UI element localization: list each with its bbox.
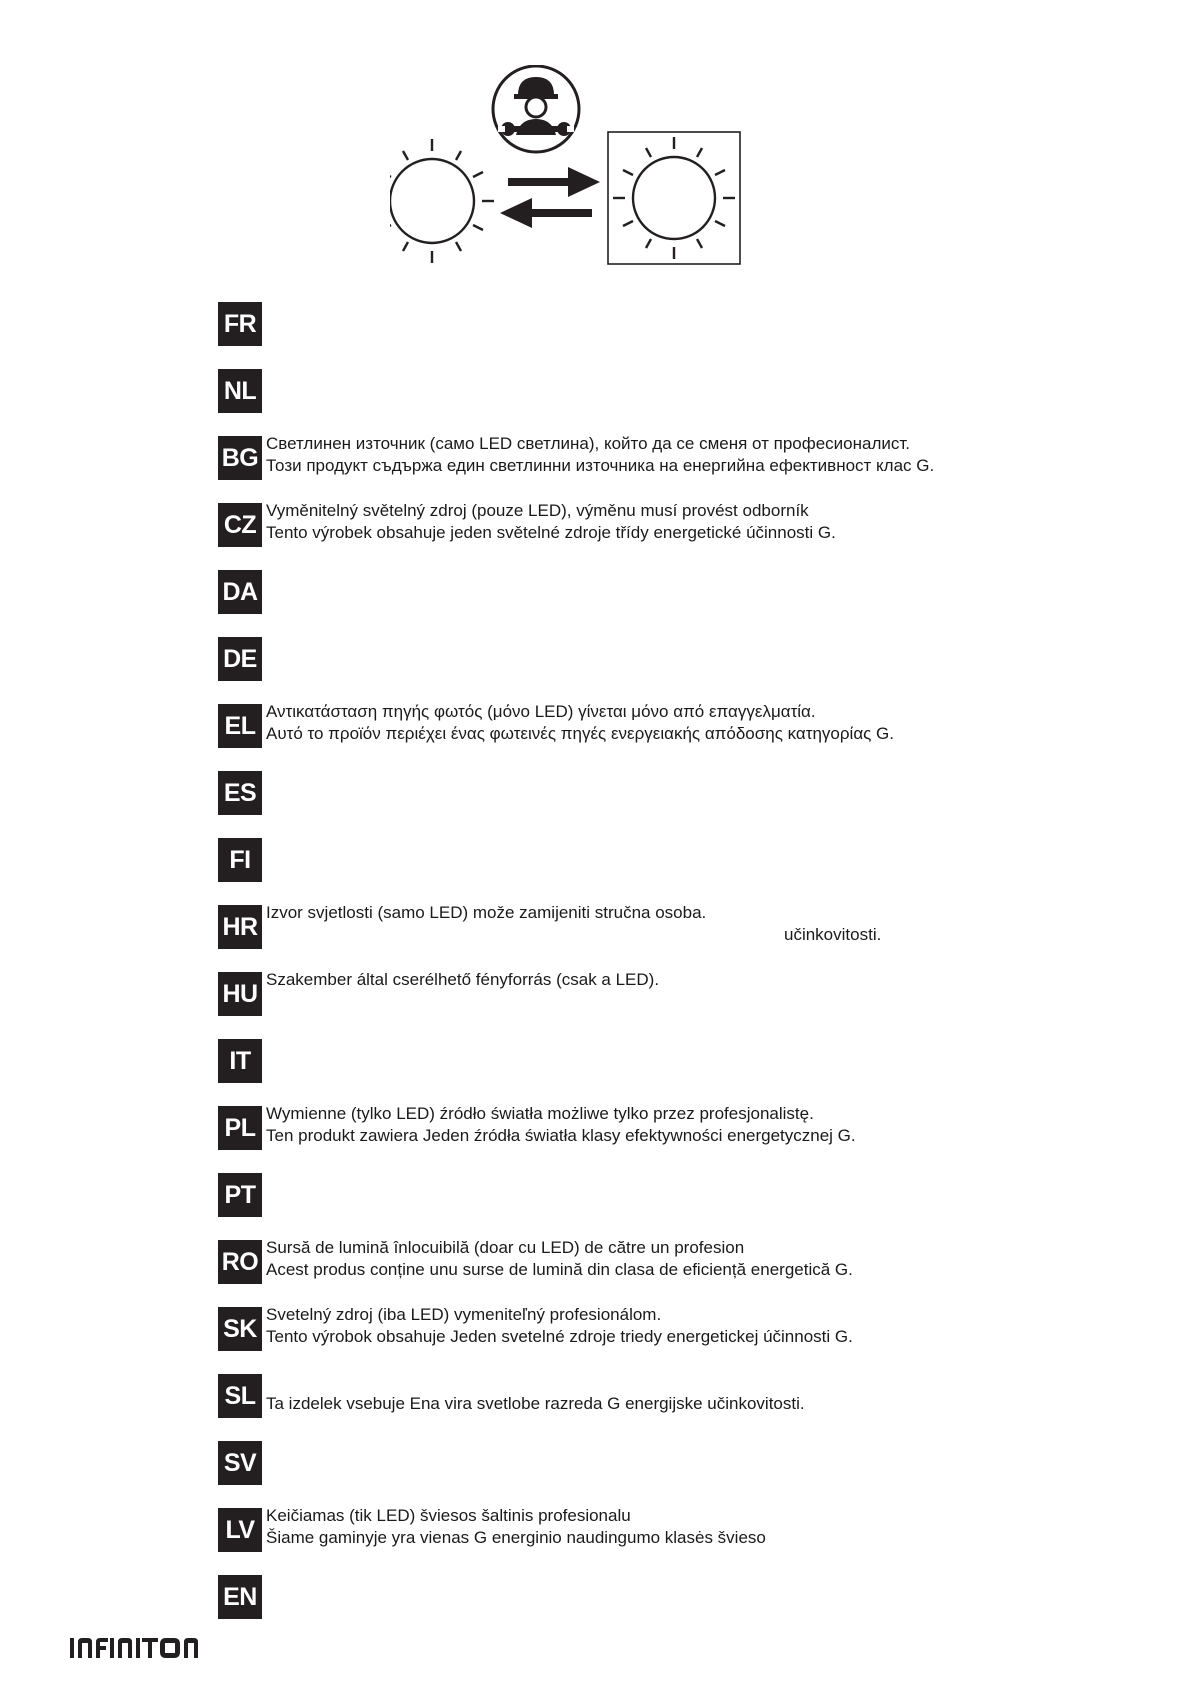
- text-line-2: Ten produkt zawiera Jeden źródła światła klasy efektywności energetycznej G.: [266, 1126, 856, 1145]
- text-line-1: Vyměnitelný světelný zdroj (pouze LED), výměnu musí provést odborník: [266, 501, 809, 520]
- language-badge: PT: [218, 1173, 262, 1217]
- language-badge: DA: [218, 570, 262, 614]
- language-badge: IT: [218, 1039, 262, 1083]
- text-line-2: Acest produs conține unu surse de lumină din clasa de eficiență energetică G.: [266, 1260, 853, 1279]
- language-badge: DE: [218, 637, 262, 681]
- text-line-2: Tento výrobek obsahuje jeden světelné zdroje třídy energetické účinnosti G.: [266, 523, 836, 542]
- language-badge: EN: [218, 1575, 262, 1619]
- text-line-1: Izvor svjetlosti (samo LED) može zamijeniti stručna osoba.: [266, 903, 707, 922]
- language-badge: HU: [218, 972, 262, 1016]
- text-line-1: Keičiamas (tik LED) šviesos šaltinis profesionalu: [266, 1506, 631, 1525]
- light-bulb-icon: [608, 132, 740, 264]
- text-line-1: Светлинен източник (само LED светлина), който да се сменя от професионалист.: [266, 434, 911, 453]
- swap-arrows-icon: [500, 167, 600, 228]
- language-badge: HR: [218, 905, 262, 949]
- language-badge: SV: [218, 1441, 262, 1485]
- brand-logo: [70, 1634, 210, 1660]
- text-line-2: Šiame gaminyje yra vienas G energinio naudingumo klasės šviesо: [266, 1528, 766, 1547]
- text-line-1: Wymienne (tylko LED) źródło światła możliwe tylko przez profesjonalistę.: [266, 1104, 814, 1123]
- language-badge: FI: [218, 838, 262, 882]
- language-badge: SK: [218, 1307, 262, 1351]
- text-line-2: Ta izdelek vsebuje Ena vira svetlobe razreda G energijske učinkovitosti.: [266, 1394, 805, 1413]
- language-badge: PL: [218, 1106, 262, 1150]
- replaceable-light-source-illustration: [390, 65, 810, 295]
- language-badge: SL: [218, 1374, 262, 1418]
- text-line-2: Tento výrobok obsahuje Jeden svetelné zdroje triedy energetickej účinnosti G.: [266, 1327, 853, 1346]
- language-badge: CZ: [218, 503, 262, 547]
- technician-icon: [493, 66, 579, 152]
- language-badge: BG: [218, 436, 262, 480]
- text-line-1: Svetelný zdroj (iba LED) vymeniteľný profesionálom.: [266, 1305, 662, 1324]
- language-badge: RO: [218, 1240, 262, 1284]
- language-badge: LV: [218, 1508, 262, 1552]
- language-badge: EL: [218, 704, 262, 748]
- language-badge: FR: [218, 302, 262, 346]
- text-line-2: Αυτό το προϊόν περιέχει ένας φωτεινές πηγές ενεργειακής απόδοσης κατηγορίας G.: [266, 724, 895, 743]
- light-bulb-icon: [390, 139, 494, 263]
- text-line-1: Sursă de lumină înlocuibilă (doar cu LED) de către un profesion: [266, 1238, 745, 1257]
- text-line-1: Αντικατάσταση πηγής φωτός (μόνο LED) γίνεται μόνο από επαγγελματία.: [266, 702, 816, 721]
- text-line-2: Този продукт съдържа един светлинни източника на енергийна ефективност клас G.: [266, 456, 935, 475]
- text-line-2: učinkovitosti.: [784, 925, 882, 944]
- language-badge: NL: [218, 369, 262, 413]
- language-badge: ES: [218, 771, 262, 815]
- text-line-1: Szakember által cserélhető fényforrás (csak a LED).: [266, 970, 660, 989]
